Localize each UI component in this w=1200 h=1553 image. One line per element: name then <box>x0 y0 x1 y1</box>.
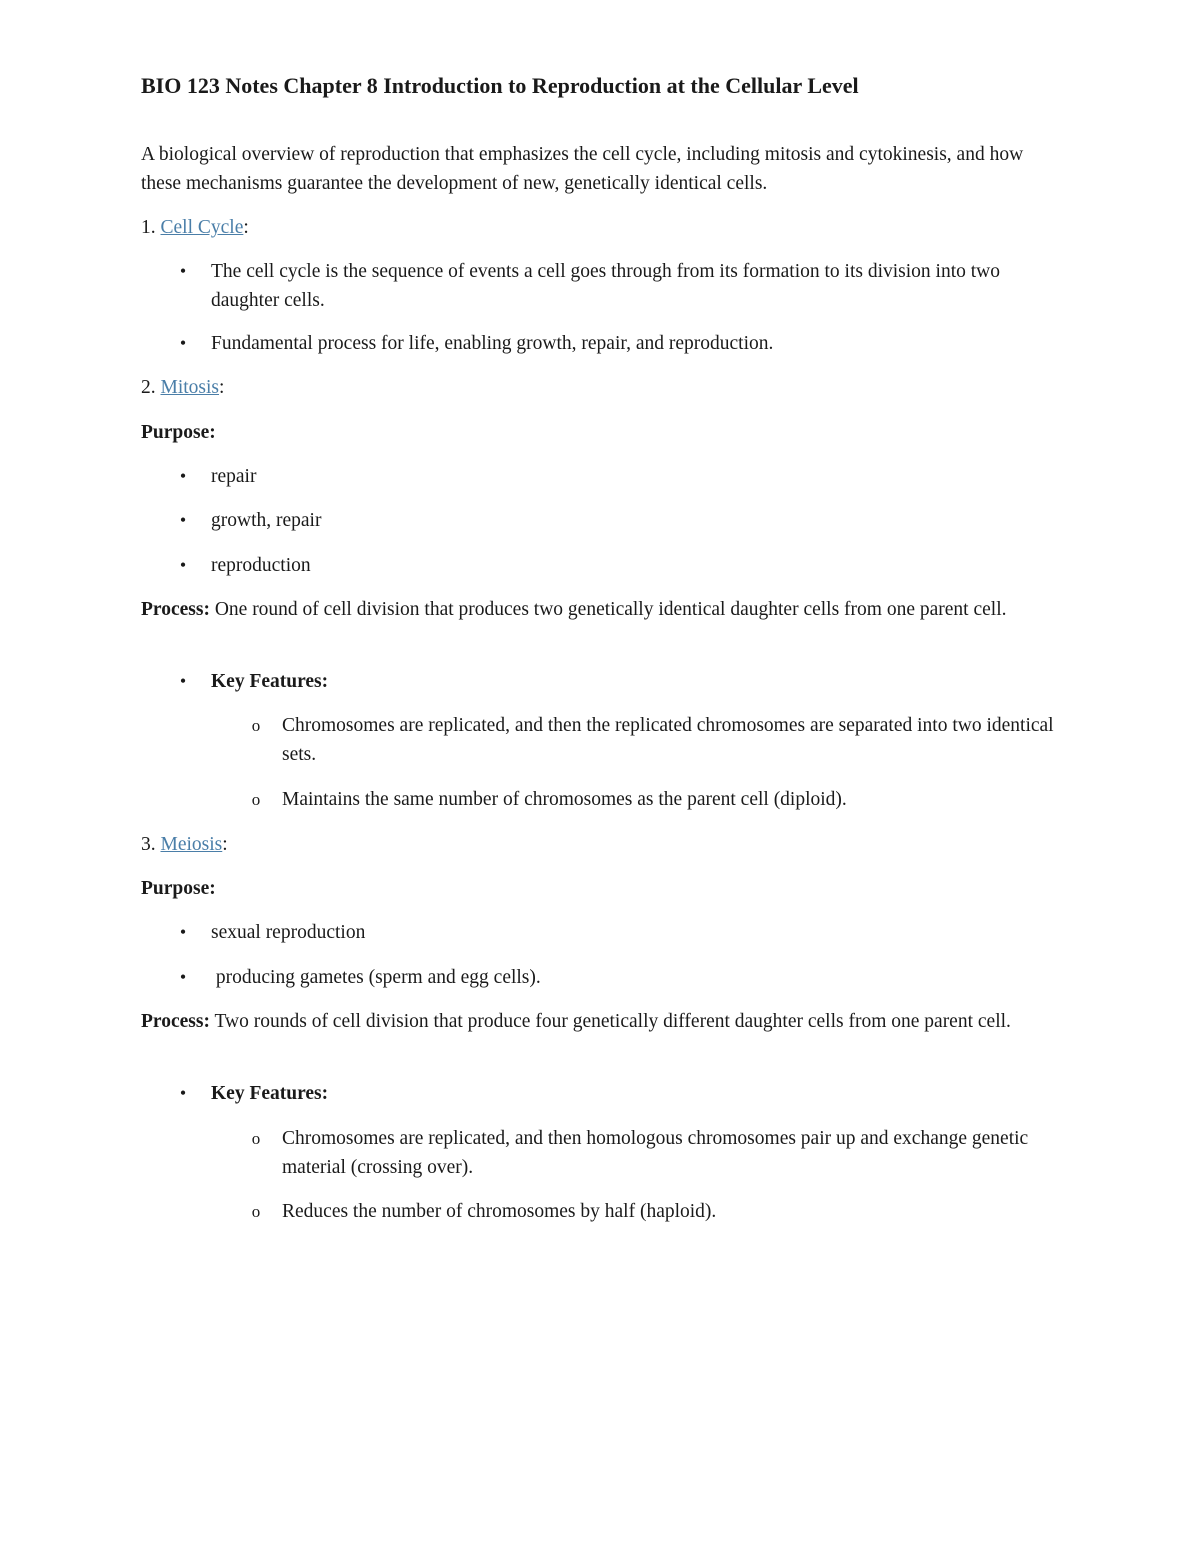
process-text: One round of cell division that produces two genetically identical daughter cells from one parent cell. <box>209 599 1007 620</box>
section-number: 2. <box>141 377 161 398</box>
mitosis-link[interactable]: Mitosis <box>160 377 220 398</box>
key-features-label: Key Features: <box>211 671 329 692</box>
intro-paragraph: A biological overview of reproduction that emphasizes the cell cycle, including mitosis and cytokinesis, and how these mechanisms guarantee the development of new, genetically identical cells. <box>141 144 1024 194</box>
heading-colon: : <box>222 834 228 855</box>
section-heading-cell-cycle <box>141 213 1066 242</box>
sub-bullet-text: Chromosomes are replicated, and then homologous chromosomes pair up and exchange genetic material (crossing over). <box>282 1128 1029 1178</box>
section-heading-mitosis <box>141 373 1066 402</box>
sub-bullet-icon: o <box>251 1129 261 1148</box>
meiosis-purpose-label: Purpose: <box>141 878 216 899</box>
sub-bullet-text: Reduces the number of chromosomes by half (haploid). <box>282 1201 717 1222</box>
process-label: Process: <box>141 1011 210 1032</box>
sub-bullet-icon: o <box>251 1202 261 1221</box>
sub-bullet-text: Maintains the same number of chromosomes as the parent cell (diploid). <box>282 789 847 810</box>
bullet-text: Fundamental process for life, enabling growth, repair, and reproduction. <box>211 333 774 354</box>
meiosis-process-paragraph <box>141 1007 1066 1036</box>
bullet-text: producing gametes (sperm and egg cells). <box>211 967 541 988</box>
mitosis-process-paragraph <box>141 595 1066 624</box>
bullet-icon: • <box>179 333 187 353</box>
bullet-icon: • <box>179 671 187 691</box>
sub-bullet-text: Chromosomes are replicated, and then the replicated chromosomes are separated into two identical sets. <box>282 715 1054 765</box>
section-heading-meiosis <box>141 830 1066 859</box>
bullet-icon: • <box>179 261 187 281</box>
document-title: BIO 123 Notes Chapter 8 Introduction to Reproduction at the Cellular Level <box>141 73 859 98</box>
bullet-icon: • <box>179 1083 187 1103</box>
bullet-icon: • <box>179 922 187 942</box>
bullet-text: sexual reproduction <box>211 922 366 943</box>
cell-cycle-link[interactable]: Cell Cycle <box>160 217 244 238</box>
bullet-icon: • <box>179 510 187 530</box>
key-features-label: Key Features: <box>211 1083 329 1104</box>
heading-colon: : <box>219 377 225 398</box>
bullet-icon: • <box>179 967 187 987</box>
process-label: Process: <box>141 599 210 620</box>
bullet-icon: • <box>179 466 187 486</box>
bullet-text: reproduction <box>211 555 311 576</box>
section-number: 1. <box>141 217 161 238</box>
meiosis-link[interactable]: Meiosis <box>160 834 223 855</box>
heading-colon: : <box>243 217 249 238</box>
bullet-text: The cell cycle is the sequence of events a cell goes through from its formation to its division into two daughter cells. <box>211 261 1001 311</box>
bullet-text: growth, repair <box>211 510 322 531</box>
sub-bullet-icon: o <box>251 716 261 735</box>
mitosis-purpose-label: Purpose: <box>141 422 216 443</box>
sub-bullet-icon: o <box>251 790 261 809</box>
process-text: Two rounds of cell division that produce four genetically different daughter cells from one parent cell. <box>209 1011 1011 1032</box>
bullet-icon: • <box>179 555 187 575</box>
bullet-text: repair <box>211 466 257 487</box>
section-number: 3. <box>141 834 161 855</box>
